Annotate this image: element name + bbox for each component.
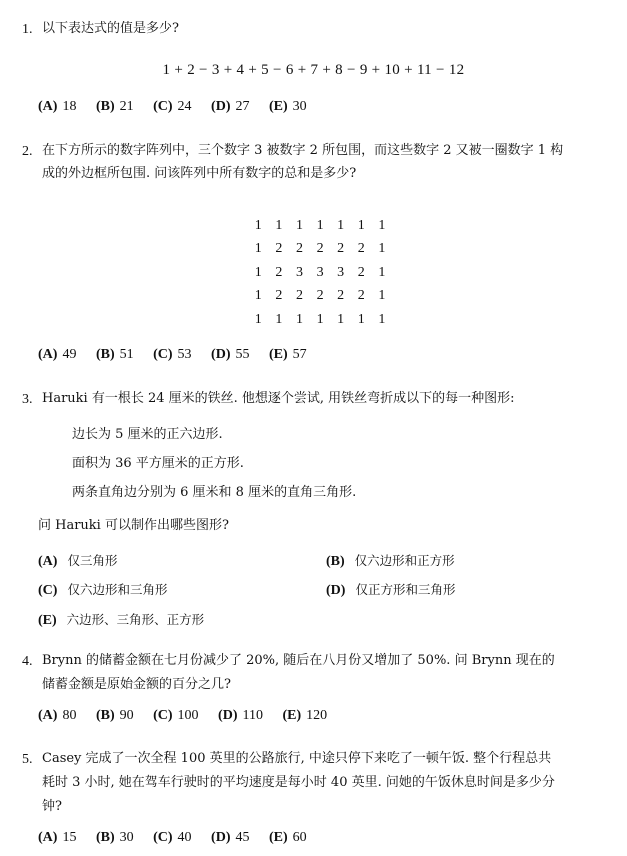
q3-number: 3.: [22, 392, 33, 407]
q4-stem-line-2: 储蓄金额是原始金额的百分之几?: [42, 677, 231, 692]
q4-choice-d: (D) 110: [218, 708, 263, 723]
grid-cell: 1: [316, 311, 324, 327]
grid-cell: 1: [357, 217, 365, 233]
grid-cell: 2: [357, 288, 365, 304]
q3-stem: Haruki 有一根长 24 厘米的铁丝. 他想逐个尝试, 用铁丝弯折成以下的每一种图形:: [42, 391, 515, 406]
q5-choices: [38, 830, 323, 846]
grid-cell: 2: [295, 241, 303, 257]
grid-cell: 2: [337, 241, 345, 257]
q1-stem: 以下表达式的值是多少?: [42, 21, 179, 36]
q1-choice-e: (E) 30: [268, 99, 307, 114]
q2-choice-c: (C) 53: [153, 347, 192, 362]
grid-cell: 1: [254, 311, 262, 327]
grid-cell: 1: [295, 217, 303, 233]
q2-choice-b: (B) 51: [95, 347, 134, 362]
q5-stem-line-1: Casey 完成了一次全程 100 英里的公路旅行, 中途只停下来吃了一顿午饭. 整个行程总共: [42, 751, 552, 766]
q3-choice-b: (B) 仅六边形和正方形: [326, 553, 455, 569]
q4-choices: [38, 708, 343, 724]
grid-cell: 1: [254, 217, 262, 233]
grid-cell: 2: [275, 264, 283, 280]
q3-choice-c: (C) 仅六边形和三角形: [38, 582, 168, 598]
q3-shape-triangle: 两条直角边分别为 6 厘米和 8 厘米的直角三角形.: [72, 485, 357, 500]
grid-cell: 1: [275, 311, 283, 327]
q5-stem-line-2: 耗时 3 小时, 她在驾车行驶时的平均速度是每小时 40 英里. 问她的午饭休息时间是多少分: [42, 775, 555, 790]
q1-choice-d: (D) 27: [211, 99, 250, 114]
q4-choice-a: (A) 80: [38, 708, 77, 723]
q1-choice-a: (A) 18: [38, 99, 77, 114]
q2-number: 2.: [22, 144, 33, 159]
q5-choice-a: (A) 15: [38, 830, 77, 845]
grid-cell: 1: [378, 264, 386, 280]
grid-row: [248, 214, 392, 238]
grid-cell: 1: [295, 311, 303, 327]
grid-cell: 3: [337, 264, 345, 280]
q1-number: 1.: [22, 22, 33, 37]
grid-cell: 2: [295, 288, 303, 304]
q3-shape-hexagon: 边长为 5 厘米的正六边形.: [72, 427, 223, 442]
grid-cell: 1: [254, 288, 262, 304]
grid-cell: 1: [254, 264, 262, 280]
q3-question: 问 Haruki 可以制作出哪些图形?: [38, 518, 229, 533]
grid-cell: 2: [337, 288, 345, 304]
q4-choice-b: (B) 90: [95, 708, 134, 723]
q4-number: 4.: [22, 654, 33, 669]
grid-cell: 1: [378, 217, 386, 233]
q1-choice-b: (B) 21: [95, 99, 134, 114]
q3-choice-d: (D) 仅正方形和三角形: [326, 582, 456, 598]
grid-cell: 1: [378, 241, 386, 257]
q2-choice-e: (E) 57: [268, 347, 307, 362]
q1-choices: [38, 99, 323, 115]
grid-cell: 3: [295, 264, 303, 280]
q4-choice-e: (E) 120: [282, 708, 328, 723]
q5-number: 5.: [22, 752, 33, 767]
grid-cell: 1: [337, 217, 345, 233]
q5-choice-e: (E) 60: [268, 830, 307, 845]
grid-row: [248, 285, 392, 309]
grid-cell: 1: [378, 311, 386, 327]
q2-choice-d: (D) 55: [211, 347, 250, 362]
q1-expression: 1 + 2 − 3 + 4 + 5 − 6 + 7 + 8 − 9 + 10 + 11 − 12: [162, 62, 465, 78]
q5-stem-line-3: 钟?: [42, 799, 62, 814]
q1-choice-c: (C) 24: [153, 99, 192, 114]
grid-cell: 2: [275, 288, 283, 304]
grid-cell: 1: [378, 288, 386, 304]
grid-row: [248, 238, 392, 262]
q5-choice-c: (C) 40: [153, 830, 192, 845]
q2-number-grid: [248, 214, 392, 332]
grid-cell: 2: [316, 288, 324, 304]
q5-choice-b: (B) 30: [95, 830, 134, 845]
grid-cell: 2: [357, 264, 365, 280]
q5-choice-d: (D) 45: [211, 830, 250, 845]
grid-row: [248, 261, 392, 285]
grid-cell: 1: [316, 217, 324, 233]
q3-choice-a: (A) 仅三角形: [38, 553, 118, 569]
grid-cell: 2: [316, 241, 324, 257]
q2-choices: [38, 347, 323, 363]
q2-stem-line-1: 在下方所示的数字阵列中，三个数字 3 被数字 2 所包围，而这些数字 2 又被一圈数字 1 构: [42, 143, 564, 158]
q2-stem-line-2: 成的外边框所包围. 问该阵列中所有数字的总和是多少?: [42, 166, 357, 181]
grid-row: [248, 308, 392, 332]
grid-cell: 3: [316, 264, 324, 280]
grid-cell: 1: [254, 241, 262, 257]
grid-cell: 2: [275, 241, 283, 257]
grid-cell: 2: [357, 241, 365, 257]
grid-cell: 1: [337, 311, 345, 327]
q3-shape-square: 面积为 36 平方厘米的正方形.: [72, 456, 244, 471]
grid-cell: 1: [275, 217, 283, 233]
q4-choice-c: (C) 100: [153, 708, 199, 723]
q2-choice-a: (A) 49: [38, 347, 77, 362]
grid-cell: 1: [357, 311, 365, 327]
q3-choice-e: (E) 六边形、三角形、正方形: [38, 612, 205, 628]
q4-stem-line-1: Brynn 的储蓄金额在七月份减少了 20%, 随后在八月份又增加了 50%. 问 Brynn 现在的: [42, 653, 555, 668]
